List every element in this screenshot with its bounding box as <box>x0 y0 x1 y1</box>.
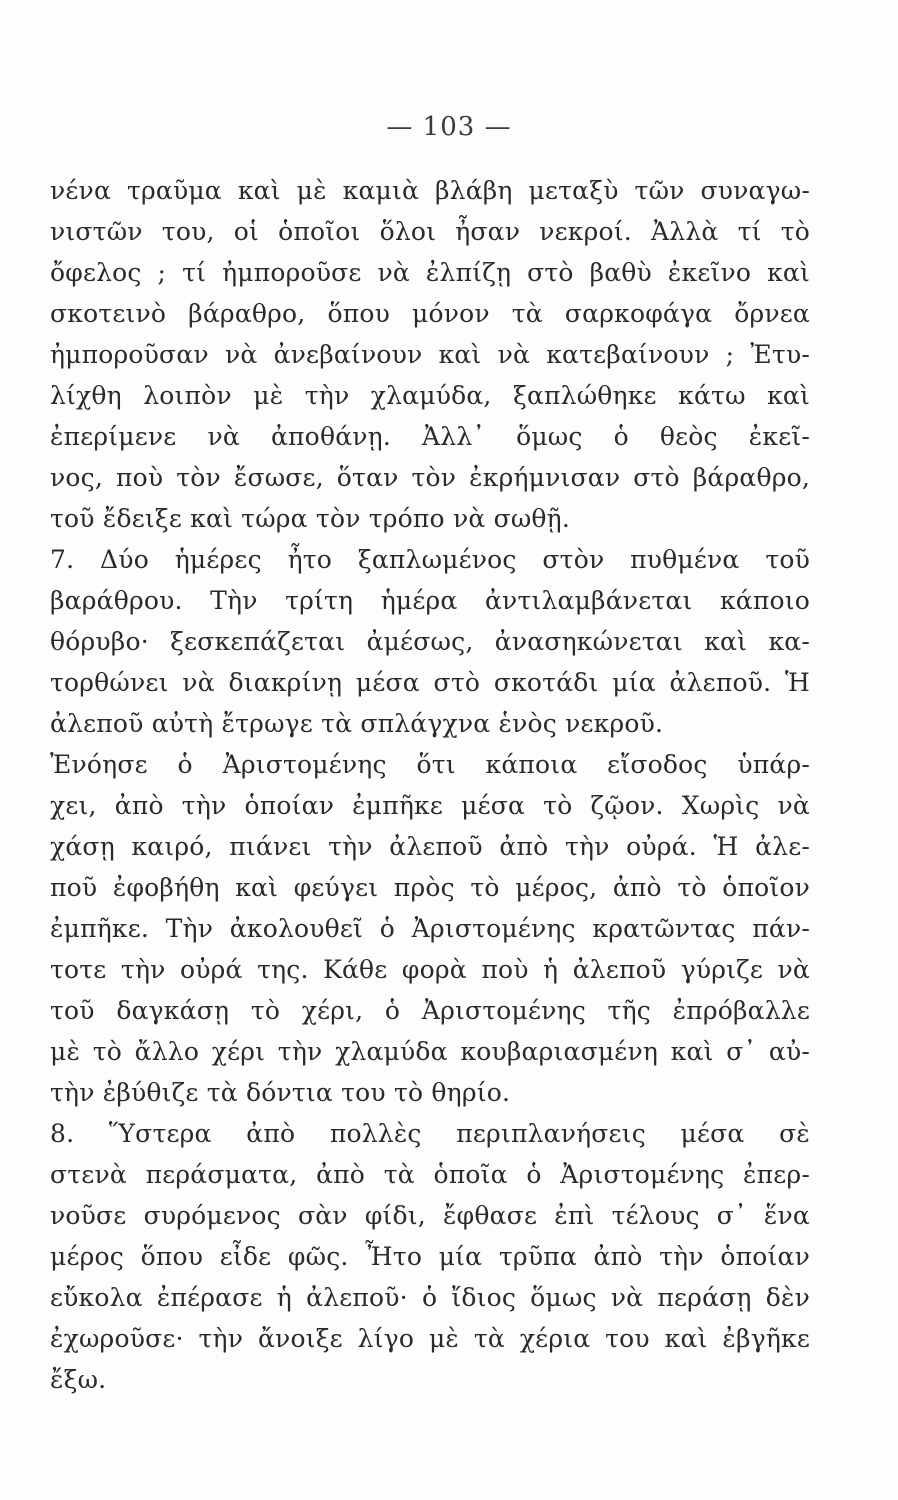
text-line: μὲ τὸ ἄλλο χέρι τὴν χλαμύδα κουβαριασμένη καὶ σ᾽ αὐ- <box>50 1037 810 1066</box>
text-line: ἔξω. <box>50 1365 107 1394</box>
text-line: 7. Δύο ἡμέρες ἦτο ξαπλωμένος στὸν πυθμένα τοῦ <box>50 545 810 574</box>
text-line: λίχθη λοιπὸν μὲ τὴν χλαμύδα, ξαπλώθηκε κάτω καὶ <box>50 381 810 410</box>
text-line: τὴν ἐβύθιζε τὰ δόντια του τὸ θηρίο. <box>50 1078 511 1107</box>
text-line: νιστῶν του, οἱ ὁποῖοι ὅλοι ἦσαν νεκροί. Ἀλλὰ τί τὸ <box>50 217 810 246</box>
text-line: τοτε τὴν οὐρά της. Κάθε φορὰ ποὺ ἡ ἀλεποῦ γύριζε νὰ <box>50 955 810 984</box>
text-line: ποῦ ἐφοβήθη καὶ φεύγει πρὸς τὸ μέρος, ἀπὸ τὸ ὁποῖον <box>50 873 810 902</box>
text-line: τοῦ δαγκάσῃ τὸ χέρι, ὁ Ἀριστομένης τῆς ἐπρόβαλλε <box>50 996 810 1025</box>
text-line: εὔκολα ἐπέρασε ἡ ἀλεποῦ· ὁ ἴδιος ὅμως νὰ περάσῃ δὲν <box>50 1283 810 1312</box>
text-line: ἀλεποῦ αὐτὴ ἔτρωγε τὰ σπλάγχνα ἑνὸς νεκροῦ. <box>50 709 664 738</box>
text-line: χει, ἀπὸ τὴν ὁποίαν ἐμπῆκε μέσα τὸ ζῷον. Χωρὶς νὰ <box>50 791 810 820</box>
text-line: μέρος ὅπου εἶδε φῶς. Ἦτο μία τρῦπα ἀπὸ τὴν ὁποίαν <box>50 1242 810 1271</box>
text-line: Ἐνόησε ὁ Ἀριστομένης ὅτι κάποια εἴσοδος ὑπάρ- <box>50 750 810 779</box>
text-line: ἐμπῆκε. Τὴν ἀκολουθεῖ ὁ Ἀριστομένης κρατῶντας πάν- <box>50 914 810 943</box>
text-line: βαράθρου. Τὴν τρίτη ἡμέρα ἀντιλαμβάνεται κάποιο <box>50 586 810 615</box>
text-line: νένα τραῦμα καὶ μὲ καμιὰ βλάβη μεταξὺ τῶν συναγω- <box>50 176 810 205</box>
text-line: τορθώνει νὰ διακρίνῃ μέσα στὸ σκοτάδι μία ἀλεποῦ. Ἡ <box>50 668 810 697</box>
body-text <box>50 170 810 1400</box>
text-line: 8. Ὕστερα ἀπὸ πολλὲς περιπλανήσεις μέσα σὲ <box>50 1119 810 1148</box>
text-line: νος, ποὺ τὸν ἔσωσε, ὅταν τὸν ἐκρήμνισαν στὸ βάραθρο, <box>50 463 810 492</box>
text-line: ὄφελος ; τί ἠμποροῦσε νὰ ἐλπίζῃ στὸ βαθὺ ἐκεῖνο καὶ <box>50 258 810 287</box>
text-line: ἐχωροῦσε· τὴν ἄνοιξε λίγο μὲ τὰ χέρια του καὶ ἐβγῆκε <box>50 1324 810 1353</box>
text-line: νοῦσε συρόμενος σὰν φίδι, ἔφθασε ἐπὶ τέλους σ᾽ ἕνα <box>50 1201 810 1230</box>
text-line: ἐπερίμενε νὰ ἀποθάνῃ. Ἀλλ᾽ ὅμως ὁ θεὸς ἐκεῖ- <box>50 422 810 451</box>
text-line: χάσῃ καιρό, πιάνει τὴν ἀλεποῦ ἀπὸ τὴν οὐρά. Ἡ ἀλε- <box>50 832 810 861</box>
text-line: τοῦ ἔδειξε καὶ τώρα τὸν τρόπο νὰ σωθῇ. <box>50 504 571 533</box>
page-number: — 103 — <box>386 112 512 142</box>
text-line: θόρυβο· ξεσκεπάζεται ἀμέσως, ἀνασηκώνεται καὶ κα- <box>50 627 810 656</box>
text-line: σκοτεινὸ βάραθρο, ὅπου μόνον τὰ σαρκοφάγα ὄρνεα <box>50 299 810 328</box>
text-line: στενὰ περάσματα, ἀπὸ τὰ ὁποῖα ὁ Ἀριστομένης ἐπερ- <box>50 1160 810 1189</box>
text-line: ἠμποροῦσαν νὰ ἀνεβαίνουν καὶ νὰ κατεβαίνουν ; Ἐτυ- <box>50 340 810 369</box>
